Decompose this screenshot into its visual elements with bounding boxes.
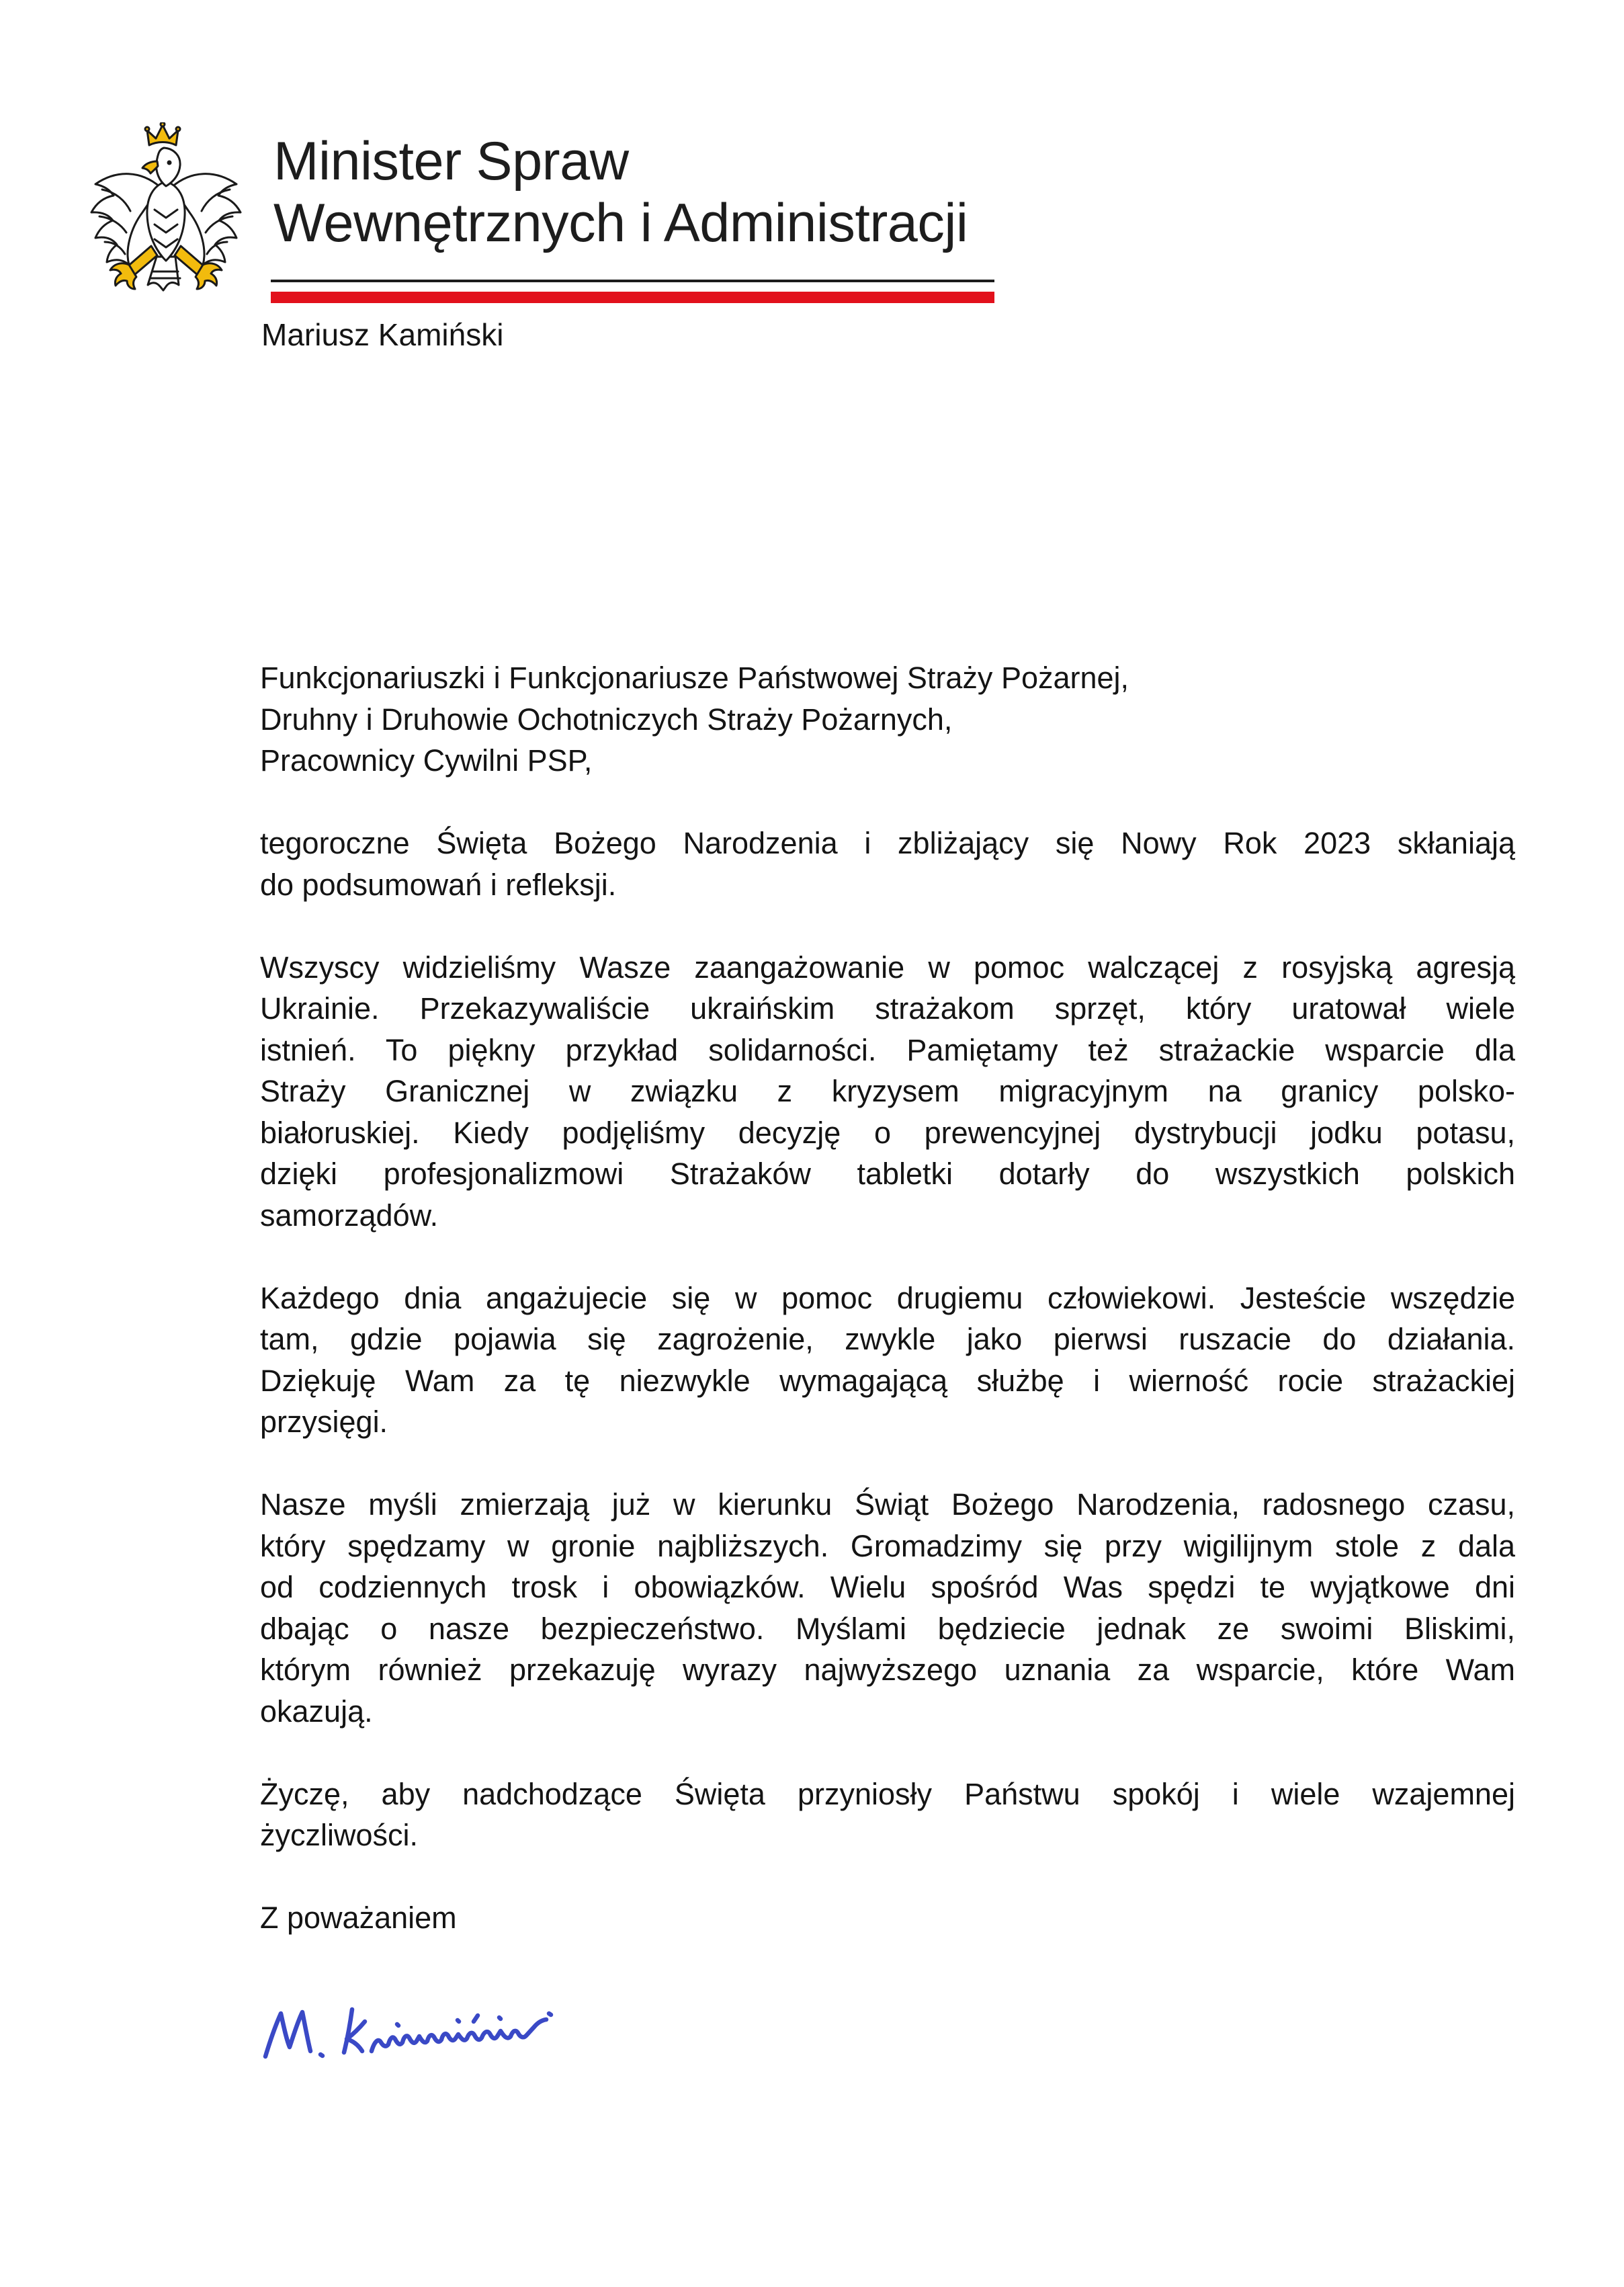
paragraph bbox=[260, 1278, 1515, 1443]
text-line: którym również przekazuję wyrazy najwyższego uznania za wsparcie, które Wam bbox=[260, 1653, 1515, 1687]
text-line: istnień. To piękny przykład solidarności. Pamiętamy też strażackie wsparcie dla bbox=[260, 1032, 1515, 1067]
text-line: Druhny i Druhowie Ochotniczych Straży Pożarnych, bbox=[260, 702, 953, 737]
text-line: Życzę, aby nadchodzące Święta przyniosły Państwu spokój i wiele wzajemnej bbox=[260, 1776, 1515, 1811]
closing-phrase: Z poważaniem bbox=[260, 1901, 457, 1935]
paragraph bbox=[260, 947, 1515, 1237]
signature-ink bbox=[265, 2009, 551, 2056]
text-line: do podsumowań i refleksji. bbox=[260, 867, 617, 902]
handwritten-signature bbox=[257, 2001, 580, 2065]
text-line: życzliwości. bbox=[260, 1818, 419, 1852]
text-line: przysięgi. bbox=[260, 1405, 388, 1439]
coat-of-arms-eagle-icon bbox=[82, 122, 250, 300]
minister-name: Mariusz Kamiński bbox=[261, 317, 504, 352]
text-line: Dziękuję Wam za tę niezwykle wymagającą służbę i wierność rocie strażackiej bbox=[260, 1363, 1515, 1398]
text-line: Nasze myśli zmierzają już w kierunku Świąt Bożego Narodzenia, radosnego czasu, bbox=[260, 1487, 1515, 1522]
ministry-title bbox=[273, 130, 968, 254]
text-line: od codziennych trosk i obowiązków. Wielu spośród Was spędzi te wyjątkowe dni bbox=[260, 1570, 1515, 1604]
text-line: dbając o nasze bezpieczeństwo. Myślami będziecie jednak ze swoimi Bliskimi, bbox=[260, 1611, 1515, 1646]
text-line: Funkcjonariuszki i Funkcjonariusze Państwowej Straży Pożarnej, bbox=[260, 661, 1129, 695]
text-line: Wszyscy widzieliśmy Wasze zaangażowanie w pomoc walczącej z rosyjską agresją bbox=[260, 950, 1515, 985]
text-line: białoruskiej. Kiedy podjęliśmy decyzję o prewencyjnej dystrybucji jodku potasu, bbox=[260, 1115, 1515, 1150]
ministry-title-line1: Minister Spraw bbox=[273, 131, 629, 192]
text-line: Każdego dnia angażujecie się w pomoc drugiemu człowiekowi. Jesteście wszędzie bbox=[260, 1280, 1515, 1315]
paragraph bbox=[260, 1774, 1515, 1856]
text-line: tam, gdzie pojawia się zagrożenie, zwykle jako pierwsi ruszacie do działania. bbox=[260, 1322, 1515, 1356]
text-line: Ukrainie. Przekazywaliście ukraińskim strażakom sprzęt, który uratował wiele bbox=[260, 991, 1515, 1026]
flag-divider-red-stripe bbox=[271, 292, 994, 303]
letter-paragraphs bbox=[260, 823, 1515, 1856]
paragraph bbox=[260, 1484, 1515, 1732]
text-line: samorządów. bbox=[260, 1198, 439, 1233]
text-line: który spędzamy w gronie najbliższych. Gromadzimy się przy wigilijnym stole z dala bbox=[260, 1528, 1515, 1563]
text-line: dzięki profesjonalizmowi Strażaków tabletki dotarły do wszystkich polskich bbox=[260, 1157, 1515, 1191]
ministry-title-line2: Wewnętrznych i Administracji bbox=[273, 193, 968, 253]
paragraph bbox=[260, 823, 1515, 905]
text-line: tegoroczne Święta Bożego Narodzenia i zbliżający się Nowy Rok 2023 skłaniają bbox=[260, 826, 1515, 860]
text-line: Straży Granicznej w związku z kryzysem migracyjnym na granicy polsko- bbox=[260, 1074, 1515, 1108]
text-line: Pracownicy Cywilni PSP, bbox=[260, 743, 593, 778]
flag-divider-black-line bbox=[271, 280, 994, 282]
letter-body bbox=[260, 657, 1515, 1939]
text-line: okazują. bbox=[260, 1694, 373, 1729]
salutation bbox=[260, 657, 1515, 782]
